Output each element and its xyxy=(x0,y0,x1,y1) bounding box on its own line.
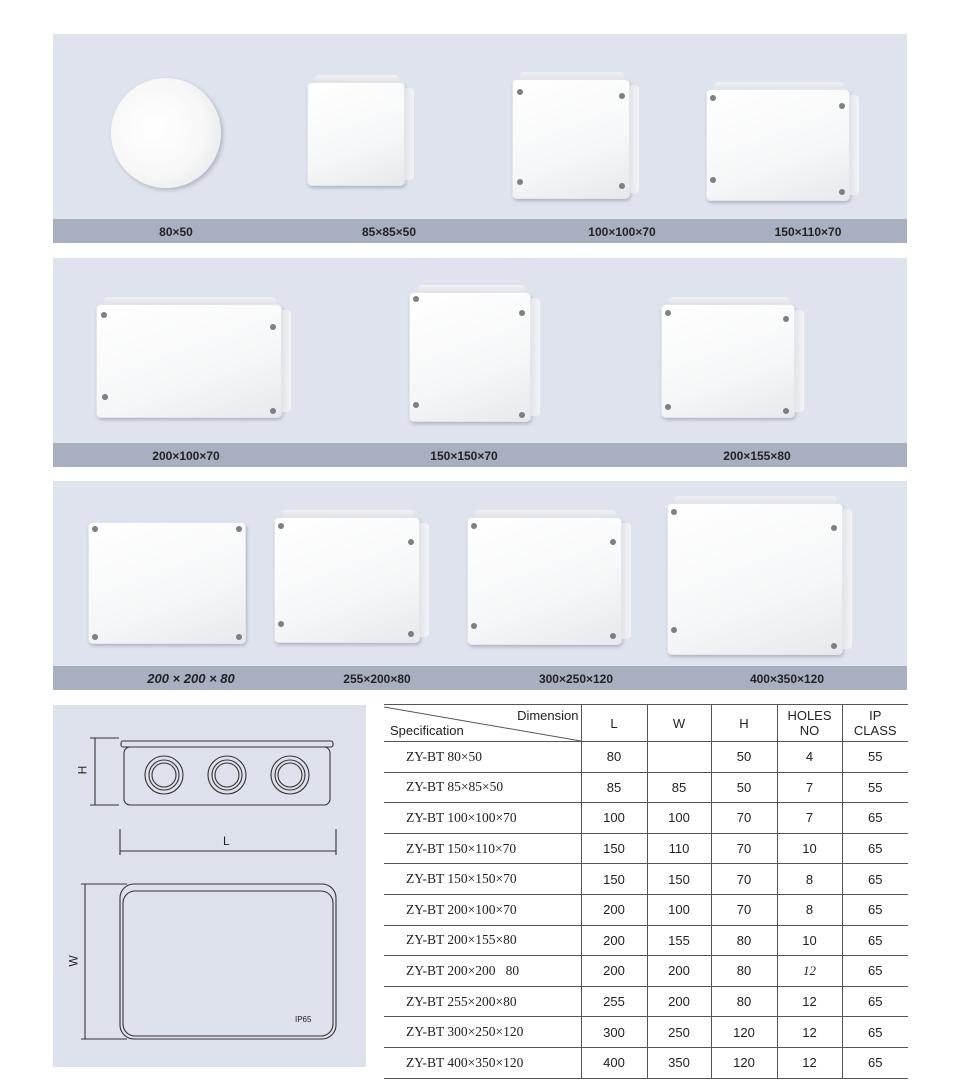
junction-box-200x200-image xyxy=(88,522,246,644)
junction-box-200x100-image xyxy=(96,304,282,418)
table-row: ZY-BT 400×350×120 400 350 120 12 65 xyxy=(384,1047,908,1078)
dimension-drawing-svg xyxy=(53,705,366,1067)
junction-box-150x110-image xyxy=(706,89,850,201)
caption: 150×150×70 xyxy=(430,449,498,463)
length-label: L xyxy=(223,834,230,848)
product-panel-3 xyxy=(53,481,907,690)
caption: 200 × 200 × 80 xyxy=(147,671,235,686)
caption: 100×100×70 xyxy=(588,225,656,239)
caption: 200×100×70 xyxy=(152,449,220,463)
specification-table xyxy=(384,704,908,1079)
height-label: H xyxy=(75,765,90,775)
caption: 80×50 xyxy=(159,225,193,239)
junction-box-150x150-image xyxy=(409,292,531,422)
caption: 85×85×50 xyxy=(361,225,417,239)
diagonal-header-cell xyxy=(384,705,581,742)
caption-bar xyxy=(53,219,907,243)
table-row: ZY-BT 85×85×50 85 85 50 7 55 xyxy=(384,772,908,803)
holes-header: HOLES NO xyxy=(777,705,842,742)
table-row: ZY-BT 200×200 80 200 200 80 12 65 xyxy=(384,956,908,987)
junction-box-400x350-image xyxy=(667,503,843,655)
caption: 255×200×80 xyxy=(343,672,411,686)
specification-header: Specification xyxy=(390,723,464,738)
product-panel-1 xyxy=(53,34,907,243)
h-header: H xyxy=(711,705,777,742)
ip-class-header: IP CLASS xyxy=(842,705,908,742)
table-row: ZY-BT 255×200×80 255 200 80 12 65 xyxy=(384,986,908,1017)
dimension-header: Dimension xyxy=(517,708,579,723)
l-header: L xyxy=(581,705,647,742)
junction-box-255x200-image xyxy=(274,517,420,643)
table-row: ZY-BT 300×250×120 300 250 120 12 65 xyxy=(384,1017,908,1048)
caption-bar xyxy=(53,443,907,467)
table-row: ZY-BT 80×50 80 50 4 55 xyxy=(384,742,908,773)
square-junction-box-image xyxy=(307,82,405,186)
table-row: ZY-BT 150×110×70 150 110 70 10 65 xyxy=(384,833,908,864)
caption: 300×250×120 xyxy=(538,672,614,686)
caption: 200×155×80 xyxy=(723,449,791,463)
caption: 400×350×120 xyxy=(749,672,825,686)
caption: 150×110×70 xyxy=(774,225,842,239)
table-row: ZY-BT 100×100×70 100 100 70 7 65 xyxy=(384,803,908,834)
table-row: ZY-BT 200×155×80 200 155 80 10 65 xyxy=(384,925,908,956)
product-panel-2 xyxy=(53,258,907,467)
width-label: W xyxy=(66,955,81,967)
table-row: ZY-BT 150×150×70 150 150 70 8 65 xyxy=(384,864,908,895)
w-header: W xyxy=(647,705,711,742)
junction-box-300x250-image xyxy=(467,517,622,645)
ip-rating-mark: IP65 xyxy=(295,1015,312,1024)
dimension-drawing xyxy=(53,705,366,1067)
junction-box-200x155-image xyxy=(661,304,795,418)
table-header-row xyxy=(384,705,908,742)
table-row: ZY-BT 200×100×70 200 100 70 8 65 xyxy=(384,894,908,925)
caption-bar xyxy=(53,666,907,690)
round-junction-box-image xyxy=(111,78,221,188)
junction-box-100-image xyxy=(512,79,630,199)
